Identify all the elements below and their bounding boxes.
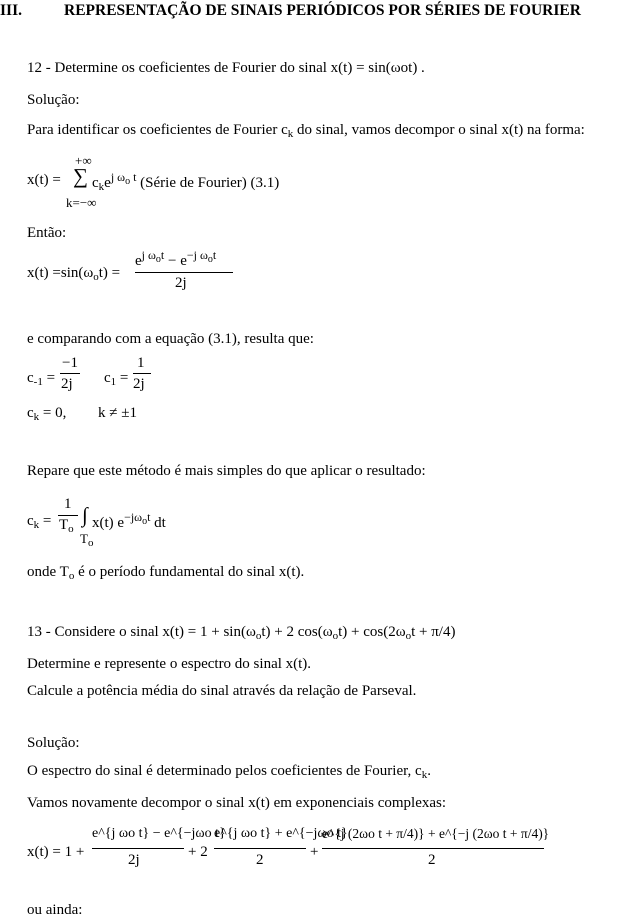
- frac1-denominator: 2j: [128, 852, 140, 868]
- series-upper-limit: +∞: [75, 153, 92, 168]
- c-1-denominator: 2j: [133, 376, 145, 392]
- summation-sign: ∑: [73, 164, 88, 188]
- sin-fraction-denominator: 2j: [175, 275, 187, 291]
- frac1-bar: [92, 848, 184, 849]
- sin-lhs: $x(t) =\sin(\omega_ot)$ =: [27, 265, 121, 283]
- c-minus-1-denominator: 2j: [61, 376, 73, 392]
- integral-lhs: $c_k$ =: [27, 513, 52, 531]
- ex13-determine: Determine e represente o espectro do sinal x(t).: [27, 656, 312, 672]
- c-minus-1-label: $c_{-1}$ =: [27, 370, 56, 388]
- frac3-numerator: e^{j (2ωo t + π/4)} + e^{−j (2ωo t + π/4)}: [322, 826, 550, 841]
- series-lhs: x(t) =: [27, 172, 61, 188]
- expansion-lhs: x(t) = 1 +: [27, 844, 85, 860]
- frac3-bar: [322, 848, 544, 849]
- integral-body: x(t) $e^{-j\omega_ot}$ dt: [92, 510, 166, 531]
- section-title: REPRESENTAÇÃO DE SINAIS PERIÓDICOS POR SÉRIES DE FOURIER: [64, 2, 581, 19]
- ex13-statement: 13 - Considere o sinal $x(t) = 1 + \sin(\omega_ot) + 2$ $\cos(\omega_ot) + \cos(2\omega_ot + \pi/4)$: [27, 624, 456, 642]
- section-numeral: III.: [0, 2, 22, 19]
- integral-frac-bar: [58, 515, 78, 516]
- ex12-paragraph: Para identificar os coeficientes de Fourier $c_k$ do sinal, vamos decompor o sinal x(t) na forma:: [27, 122, 585, 140]
- sin-fraction-numerator: $e^{j \omega_ot} - e^{-j \omega_ot}$: [135, 248, 217, 269]
- c-minus-1-bar: [60, 373, 80, 374]
- c-1-label: $c_1$ =: [104, 370, 129, 388]
- frac2-bar: [214, 848, 306, 849]
- ex13-vamos: Vamos novamente decompor o sinal x(t) em exponenciais complexas:: [27, 795, 447, 811]
- integral-frac-denominator: $T_o$: [59, 517, 74, 535]
- plus: +: [310, 844, 319, 860]
- frac2-numerator: e^{j ωo t} + e^{−jωo t}: [214, 826, 348, 841]
- ex12-repare: Repare que este método é mais simples do que aplicar o resultado:: [27, 463, 426, 479]
- ex12-onde: onde $T_o$ é o período fundamental do sinal x(t).: [27, 564, 305, 582]
- frac1-numerator: e^{j ωo t} − e^{−jωo t}: [92, 826, 226, 841]
- ck-zero: $c_k = 0$,: [27, 405, 67, 423]
- ex13-ou-ainda: ou ainda:: [27, 902, 83, 918]
- c-1-numerator: 1: [137, 355, 145, 371]
- ex12-solution-label: Solução:: [27, 92, 80, 108]
- integral-frac-numerator: 1: [64, 496, 72, 512]
- plus-two: + 2: [188, 844, 208, 860]
- integral-sign: ∫: [82, 503, 88, 527]
- c-1-bar: [133, 373, 151, 374]
- frac2-denominator: 2: [256, 852, 264, 868]
- integral-limit: $T_o$: [80, 531, 94, 549]
- series-term: $c_ke^{j \omega_o t}$ (Série de Fourier) (3.1): [92, 170, 280, 193]
- sin-fraction-bar: [135, 272, 233, 273]
- ex13-espectro: O espectro do sinal é determinado pelos coeficientes de Fourier, $c_k$.: [27, 763, 431, 781]
- c-minus-1-numerator: −1: [62, 355, 78, 371]
- ex13-calcule: Calcule a potência média do sinal através da relação de Parseval.: [27, 683, 417, 699]
- ex13-solution-label: Solução:: [27, 735, 80, 751]
- frac3-denominator: 2: [428, 852, 436, 868]
- ex12-comparando: e comparando com a equação (3.1), resulta que:: [27, 331, 314, 347]
- ex12-statement: 12 - Determine os coeficientes de Fourier do sinal x(t) = sin(ωot) .: [27, 60, 425, 76]
- ex12-entao: Então:: [27, 225, 67, 241]
- series-lower-limit: k=−∞: [66, 195, 97, 210]
- ck-condition: k ≠ ±1: [98, 405, 137, 421]
